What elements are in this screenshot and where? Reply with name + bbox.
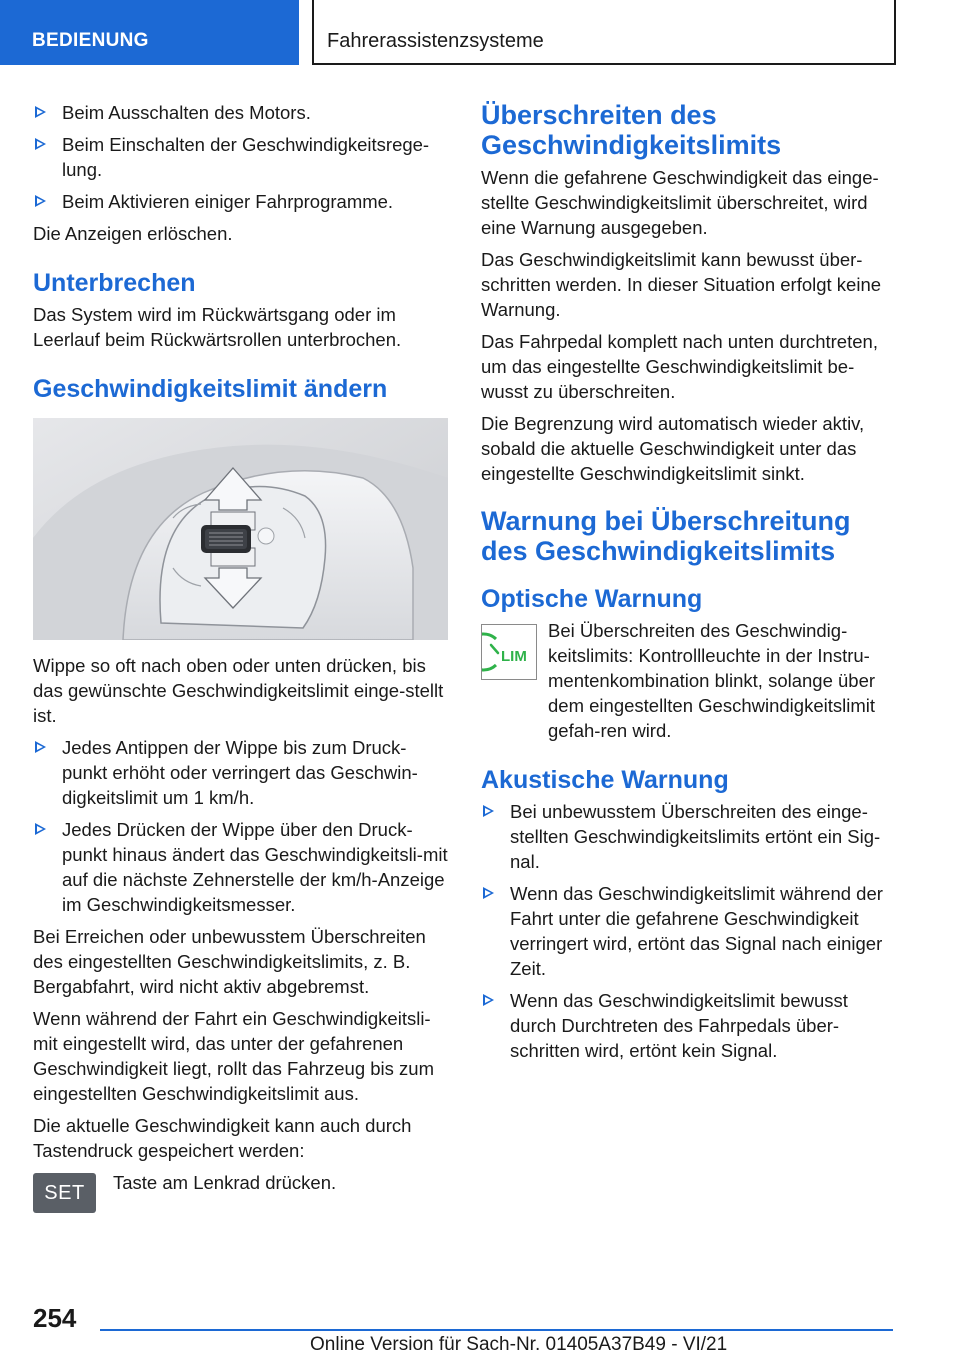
- page-number: 254: [33, 1303, 77, 1333]
- paragraph-wippe: Wippe so oft nach oben oder unten drücken, bis das gewünschte Geschwindigkeitslimit einge-stellt ist.: [33, 655, 444, 726]
- triangle-bullet-icon: [35, 195, 46, 207]
- lim-indicator-icon: [481, 624, 537, 680]
- set-button-row: [33, 1170, 448, 1230]
- paragraph-waehrend: Wenn während der Fahrt ein Geschwindigkeitsli-mit eingestellt wird, das unter der gefahrenen Geschwindigkeit liegt, rollt das Fahrzeug bis zum eingestellten Geschwindigkeitslimit aus.: [33, 1008, 435, 1104]
- set-button-icon: SET: [33, 1173, 96, 1213]
- triangle-bullet-icon: [483, 994, 494, 1006]
- paragraph-right-3: Das Fahrpedal komplett nach unten durchtreten, um das eingestellte Geschwindigkeitslimit be-wusst zu überschreiten.: [481, 331, 878, 402]
- list-item: Bei unbewusstem Überschreiten des einge-stellten Geschwindigkeitslimits ertönt ein Sig-nal.: [481, 799, 896, 874]
- list-item: Beim Einschalten der Geschwindigkeitsrege-lung.: [33, 132, 448, 182]
- paragraph-optisch: Bei Überschreiten des Geschwindig-keitslimits: Kontrollleuchte in der Instru-mentenkombination blinkt, solange über dem eingestellten Geschwindigkeitslimit gefah-ren wird.: [548, 620, 876, 741]
- triangle-bullet-icon: [483, 805, 494, 817]
- heading-optisch: Optische Warnung: [481, 585, 703, 613]
- bullet-list-top: [33, 100, 448, 214]
- bullet-list-wippe: [33, 735, 448, 917]
- triangle-bullet-icon: [35, 823, 46, 835]
- list-item: Jedes Antippen der Wippe bis zum Druck-punkt erhöht oder verringert das Geschwin-digkeitslimit um 1 km/h.: [33, 735, 448, 810]
- paragraph-taste: Taste am Lenkrad drücken.: [113, 1172, 337, 1193]
- bullet-list-akustisch: [481, 799, 896, 1063]
- section-title: BEDIENUNG: [32, 30, 149, 51]
- triangle-bullet-icon: [35, 138, 46, 150]
- list-item: Wenn das Geschwindigkeitslimit bewusst durch Durchtreten des Fahrpedals über-schritten wird, ertönt kein Signal.: [481, 988, 896, 1063]
- lim-warning-row: [481, 618, 896, 743]
- heading-limit-aendern: Geschwindigkeitslimit ändern: [33, 375, 388, 403]
- right-column: [481, 100, 896, 1070]
- chapter-title: Fahrerassistenzsysteme: [327, 30, 544, 52]
- heading-akustisch: Akustische Warnung: [481, 766, 729, 794]
- triangle-bullet-icon: [35, 106, 46, 118]
- left-column: [33, 100, 448, 1230]
- paragraph-aktuelle: Die aktuelle Geschwindigkeit kann auch durch Tastendruck gespeichert werden:: [33, 1115, 412, 1161]
- speedometer-lim-icon: [482, 625, 536, 679]
- heading-unterbrechen: Unterbrechen: [33, 269, 196, 297]
- section-tab[interactable]: [0, 0, 299, 65]
- paragraph-unterbrechen: Das System wird im Rückwärtsgang oder im Leerlauf beim Rückwärtsrollen unterbrochen.: [33, 304, 402, 350]
- list-item: Jedes Drücken der Wippe über den Druck-punkt hinaus ändert das Geschwindigkeitsli-mit auf die nächste Zehnerstelle der km/h-Anzeige im Geschwindigkeitsmesser.: [33, 817, 448, 917]
- paragraph-right-1: Wenn die gefahrene Geschwindigkeit das einge-stellte Geschwindigkeitslimit überschreitet, wird eine Warnung ausgegeben.: [481, 167, 879, 238]
- paragraph-erreichen: Bei Erreichen oder unbewusstem Überschreiten des eingestellten Geschwindigkeitslimits, z. B. Bergabfahrt, wird nicht aktiv abgebremst.: [33, 926, 426, 997]
- triangle-bullet-icon: [483, 887, 494, 899]
- steering-wheel-rocker-figure: [33, 418, 448, 640]
- triangle-bullet-icon: [35, 741, 46, 753]
- paragraph-anzeigen: Die Anzeigen erlöschen.: [33, 223, 233, 244]
- paragraph-right-4: Die Begrenzung wird automatisch wieder aktiv, sobald die aktuelle Geschwindigkeit unter das eingestellte Geschwindigkeitslimit sinkt.: [481, 413, 865, 484]
- steering-wheel-illustration: [33, 418, 448, 640]
- chapter-tab: [312, 0, 896, 65]
- heading-warnung: Warnung bei Überschreitung des Geschwindigkeitslimits: [481, 506, 851, 566]
- list-item: Wenn das Geschwindigkeitslimit während der Fahrt unter die gefahrene Geschwindigkeit verringert wird, ertönt das Signal nach einiger Zeit.: [481, 881, 896, 981]
- footer-divider: [100, 1329, 893, 1331]
- heading-ueberschreiten: Überschreiten des Geschwindigkeitslimits: [481, 100, 782, 160]
- list-item: Beim Ausschalten des Motors.: [33, 100, 448, 125]
- lim-label: LIM: [501, 648, 527, 665]
- paragraph-right-2: Das Geschwindigkeitslimit kann bewusst über-schritten werden. In dieser Situation erfolgt keine Warnung.: [481, 249, 882, 320]
- list-item: Beim Aktivieren einiger Fahrprogramme.: [33, 189, 448, 214]
- footer-online-version: Online Version für Sach-Nr. 01405A37B49 - VI/21: [310, 1334, 728, 1355]
